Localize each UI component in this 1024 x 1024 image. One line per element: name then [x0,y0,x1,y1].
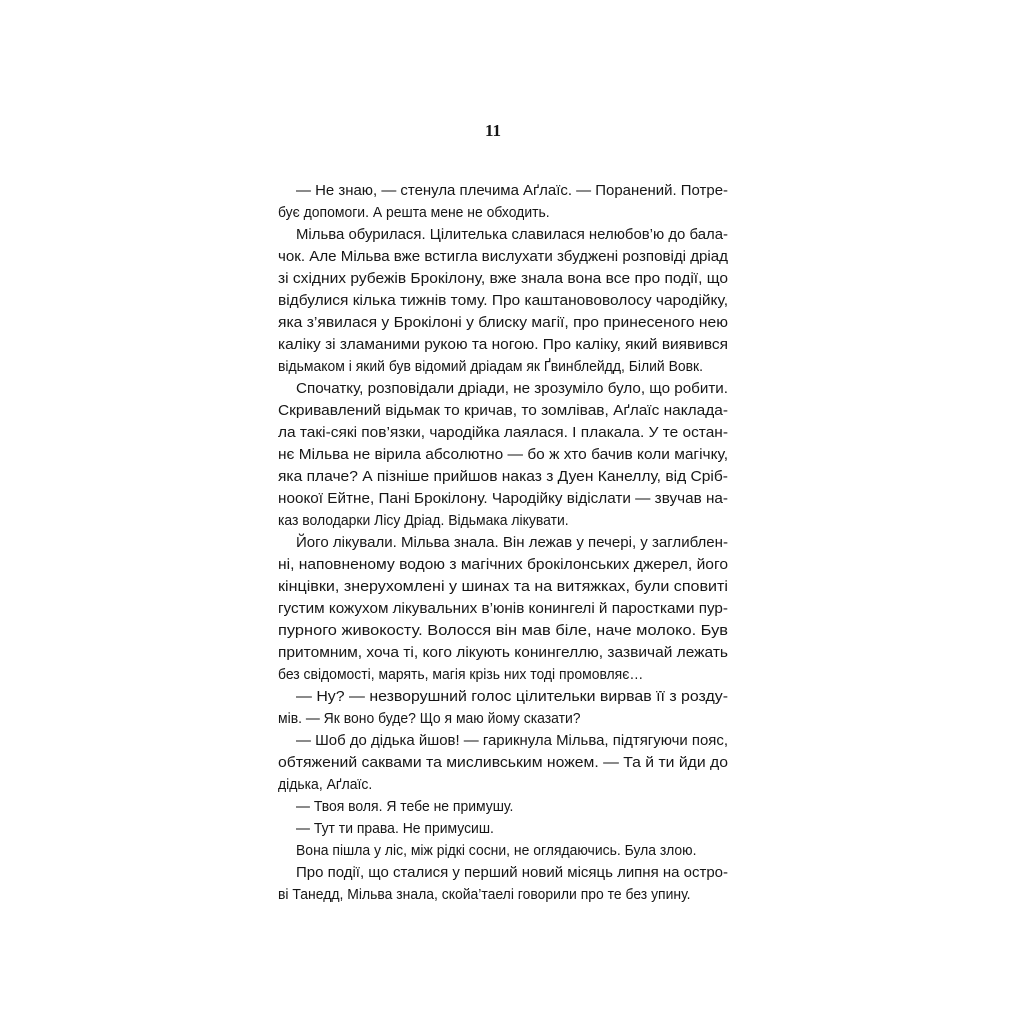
text-line: густим кожухом лікувальних в’юнів конингелі й паростками пур- [278,600,728,617]
text-line: каліку зі зламаними рукою та ногою. Про каліку, який виявився [278,336,728,353]
text-line: Мільва обурилася. Цілителька славилася нелюбов’ю до бала- [296,226,728,243]
text-line: яка з’явилася у Брокілоні у блиску магії, про принесеного нею [278,314,728,331]
text-line: Скривавлений відьмак то кричав, то зомлівав, Аґлаїс наклада- [278,402,728,419]
text-line: бує допомоги. А решта мене не обходить. [278,204,550,221]
paragraph [278,840,728,862]
text-line: каз володарки Лісу Дріад. Відьмака лікувати. [278,512,569,529]
text-line: кінцівки, знерухомлені у шинах та на витяжках, були сповиті [278,578,728,595]
text-line: ві Танедд, Мільва знала, скойа’таелі говорили про те без упину. [278,886,691,903]
text-line: зі східних рубежів Брокілону, вже знала вона все про події, що [278,270,728,287]
paragraph [278,378,728,532]
text-line: ноокої Ейтне, Пані Брокілону. Чародійку відіслати — звучав на- [278,490,728,507]
text-line: Його лікували. Мільва знала. Він лежав у печері, у заглиблен- [296,534,728,551]
body-text [278,180,728,906]
text-line: чок. Але Мільва вже встигла вислухати збуджені розповіді дріад [278,248,728,265]
paragraph [278,686,728,730]
text-line: нє Мільва не вірила абсолютно — бо ж хто бачив коли магічку, [278,446,728,463]
paragraph [278,862,728,906]
text-line: Вона пішла у ліс, між рідкі сосни, не оглядаючись. Була злою. [296,842,697,859]
paragraph [278,180,728,224]
paragraph [278,532,728,686]
text-line: — Не знаю, — стенула плечима Аґлаїс. — Поранений. Потре- [296,182,728,199]
paragraph [278,224,728,378]
text-line: обтяжений саквами та мисливським ножем. — Та й ти йди до [278,754,728,771]
text-line: — Твоя воля. Я тебе не примушу. [296,798,514,815]
text-line: Про події, що сталися у перший новий місяць липня на остро- [296,864,728,881]
text-line: без свідомості, марять, магія крізь них тоді промовляє… [278,666,644,683]
text-line: яка плаче? А пізніше прийшов наказ з Дуен Канеллу, від Сріб- [278,468,728,485]
paragraph [278,730,728,796]
text-line: ні, наповненому водою з магічних брокілонських джерел, його [278,556,728,573]
text-line: — Шоб до дідька йшов! — гарикнула Мільва, підтягуючи пояс, [296,732,728,749]
text-line: Спочатку, розповідали дріади, не зрозуміло було, що робити. [296,380,728,397]
text-line: відбулися кілька тижнів тому. Про каштанововолосу чародійку, [278,292,728,309]
paragraph [278,796,728,818]
paragraph [278,818,728,840]
text-line: притомним, хоча ті, кого лікують конингеллю, зазвичай лежать [278,644,728,661]
text-line: дідька, Аґлаїс. [278,776,373,793]
text-line: пурного живокосту. Волосся він мав біле, наче молоко. Був [278,622,728,639]
text-line: відьмаком і який був відомий дріадам як Ґвинблейдд, Білий Вовк. [278,358,704,375]
page-number: 11 [484,121,502,140]
text-line: мів. — Як воно буде? Що я маю йому сказати? [278,710,581,727]
text-line: — Тут ти права. Не примусиш. [296,820,494,837]
text-line: — Ну? — незворушний голос цілительки вирвав її з розду- [296,688,728,705]
text-line: ла такі-сякі пов’язки, чародійка лаялася. І плакала. У те остан- [278,424,728,441]
